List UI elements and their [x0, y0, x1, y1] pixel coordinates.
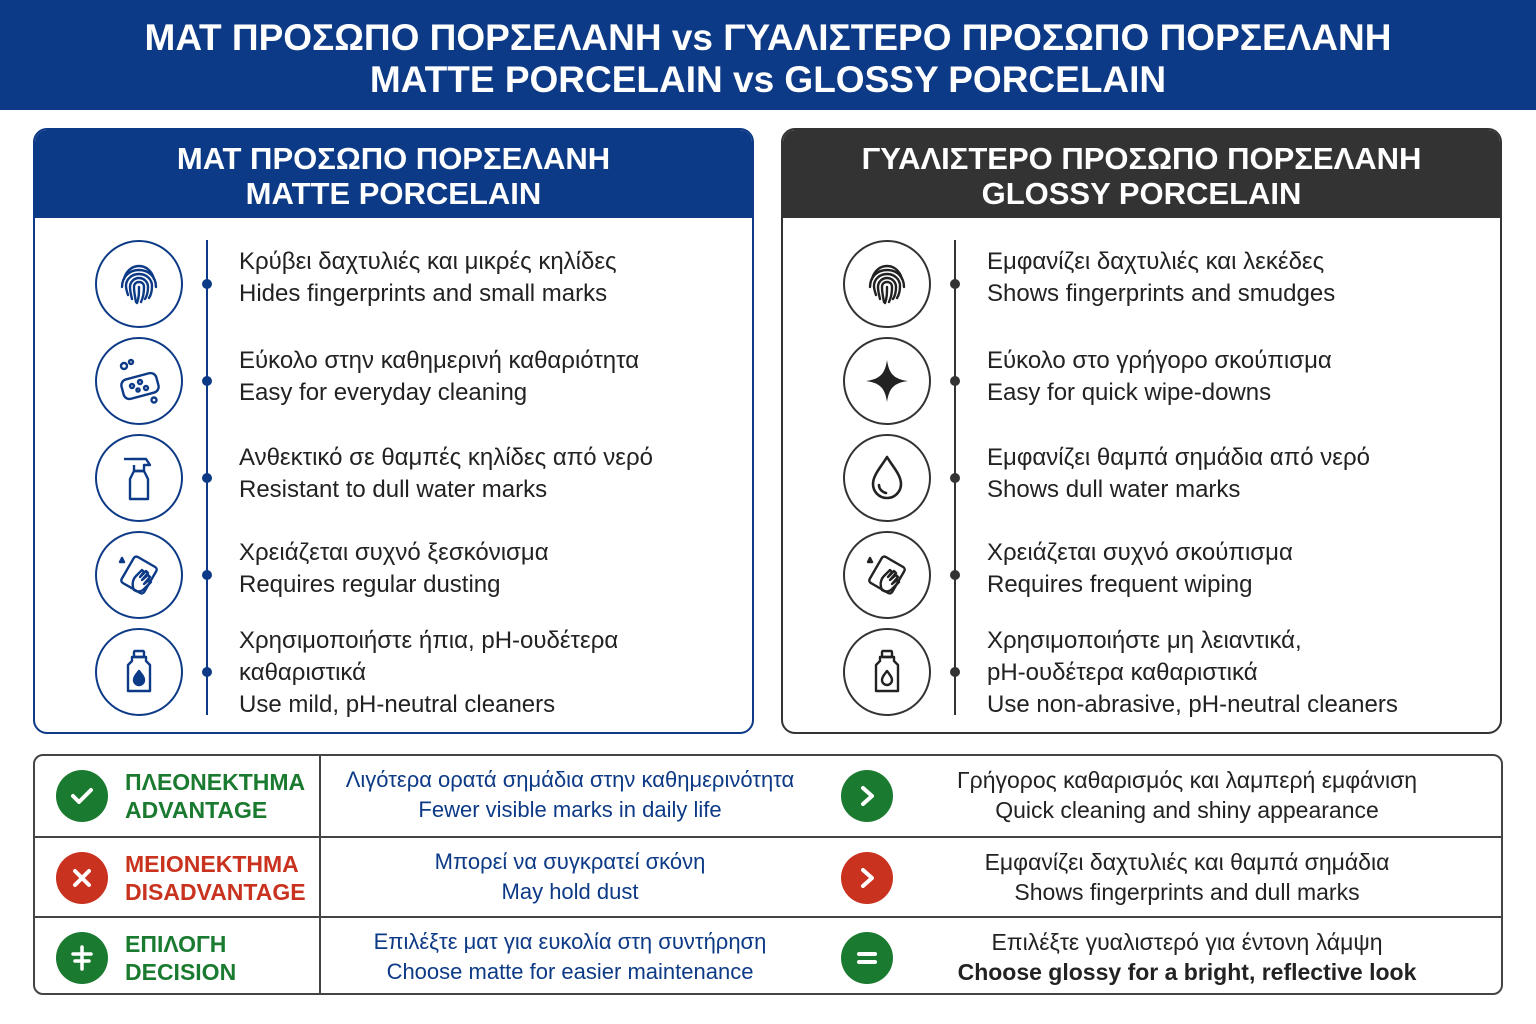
summary-row-disadvantage	[35, 836, 1501, 916]
glossy-summary-greek: Γρήγορος καθαρισμός και λαμπερή εμφάνιση	[956, 767, 1418, 793]
row-label-greek: ΠΛΕΟΝΕΚΤΗΜΑ	[125, 769, 306, 795]
page-title-greek: ΜΑΤ ΠΡΟΣΩΠΟ ΠΟΡΣΕΛΑΝΗ vs ΓΥΑΛΙΣΤΕΡΟ ΠΡΟΣΩΠΟ ΠΟΡΣΕΛΑΝΗ	[144, 17, 1392, 58]
item-text-english: Hides fingerprints and small marks	[239, 280, 608, 307]
glossy-panel	[781, 128, 1502, 734]
matte-summary-english: Choose matte for easier maintenance	[386, 959, 754, 984]
summary-table	[33, 754, 1503, 995]
item-text	[987, 537, 1293, 601]
water-drop-icon	[843, 434, 931, 522]
timeline-dot	[950, 279, 960, 289]
item-text	[239, 537, 549, 601]
summary-row-advantage	[35, 756, 1501, 836]
glossy-summary-english: Shows fingerprints and dull marks	[1014, 879, 1360, 905]
row-label-english: DECISION	[125, 959, 237, 985]
item-text-greek: Χρησιμοποιήστε μη λειαντικά,	[987, 627, 1302, 654]
matte-summary-greek: Μπορεί να συγκρατεί σκόνη	[434, 849, 706, 874]
row-label-english: DISADVANTAGE	[125, 879, 306, 905]
cleaner-bottle-icon	[843, 628, 931, 716]
matte-panel	[33, 128, 754, 734]
hand-wipe-icon	[843, 531, 931, 619]
item-text-english: Easy for quick wipe-downs	[987, 379, 1272, 406]
fingerprint-icon	[843, 240, 931, 328]
chevron-right-icon	[841, 852, 893, 904]
matte-summary-greek: Επιλέξτε ματ για ευκολία στη συντήρηση	[373, 929, 767, 954]
equals-icon	[841, 932, 893, 984]
chevron-right-icon	[841, 770, 893, 822]
item-text	[239, 625, 618, 721]
row-label-greek: ΕΠΙΛΟΓΗ	[125, 931, 227, 957]
matte-summary	[323, 927, 817, 987]
item-text-greek: Κρύβει δαχτυλιές και μικρές κηλίδες	[239, 248, 617, 275]
fingerprint-icon	[95, 240, 183, 328]
item-text-english: Resistant to dull water marks	[239, 476, 548, 503]
glossy-title-greek: ΓΥΑΛΙΣΤΕΡΟ ΠΡΟΣΩΠΟ ΠΟΡΣΕΛΑΝΗ	[861, 141, 1422, 176]
matte-title-english: MATTE PORCELAIN	[245, 176, 542, 211]
row-label	[125, 930, 236, 986]
item-text-english: Requires frequent wiping	[987, 571, 1253, 598]
matte-summary-english: May hold dust	[501, 879, 639, 904]
item-text	[987, 345, 1332, 409]
sparkle-icon	[843, 337, 931, 425]
item-text-english: Easy for everyday cleaning	[239, 379, 528, 406]
glossy-summary-greek: Εμφανίζει δαχτυλιές και θαμπά σημάδια	[984, 849, 1390, 875]
item-text-greek: Εύκολο στην καθημερινή καθαριότητα	[239, 347, 640, 374]
glossy-summary-greek: Επιλέξτε γυαλιστερό για έντονη λάμψη	[991, 929, 1383, 955]
item-text	[987, 246, 1335, 310]
sponge-icon	[95, 337, 183, 425]
item-text-english: Use non-abrasive, pH-neutral cleaners	[987, 691, 1398, 718]
timeline-dot	[950, 376, 960, 386]
hand-wipe-icon	[95, 531, 183, 619]
page-title-english: MATTE PORCELAIN vs GLOSSY PORCELAIN	[369, 59, 1167, 100]
glossy-panel-header	[783, 130, 1500, 218]
matte-title-greek: ΜΑΤ ΠΡΟΣΩΠΟ ΠΟΡΣΕΛΑΝΗ	[176, 141, 611, 176]
glossy-summary-english: Choose glossy for a bright, reflective look	[957, 959, 1417, 985]
item-text-greek-line2: pH-ουδέτερα καθαριστικά	[987, 659, 1258, 686]
page-header	[0, 0, 1536, 110]
item-text-english: Requires regular dusting	[239, 571, 501, 598]
glossy-summary	[907, 847, 1467, 907]
matte-summary	[323, 847, 817, 907]
row-label	[125, 850, 306, 906]
timeline-dot	[202, 570, 212, 580]
item-text-greek-line2: καθαριστικά	[239, 659, 366, 686]
item-text-greek: Χρειάζεται συχνό σκούπισμα	[987, 539, 1293, 566]
item-text	[239, 246, 617, 310]
glossy-summary-english: Quick cleaning and shiny appearance	[995, 797, 1379, 823]
glossy-summary	[907, 765, 1467, 825]
matte-summary-greek: Λιγότερα ορατά σημάδια στην καθημερινότητα	[345, 767, 795, 792]
matte-summary	[323, 765, 817, 825]
matte-panel-header	[35, 130, 752, 218]
item-text-greek: Εμφανίζει θαμπά σημάδια από νερό	[987, 444, 1370, 471]
cleaner-bottle-icon	[95, 628, 183, 716]
check-icon	[56, 770, 108, 822]
balance-icon	[56, 932, 108, 984]
timeline-dot	[950, 667, 960, 677]
glossy-title-english: GLOSSY PORCELAIN	[981, 176, 1302, 211]
x-icon	[56, 852, 108, 904]
row-label-greek: ΜΕΙΟΝΕΚΤΗΜΑ	[125, 851, 299, 877]
timeline-dot	[950, 570, 960, 580]
item-text-english: Use mild, pH-neutral cleaners	[239, 691, 556, 718]
item-text	[239, 345, 639, 409]
glossy-summary	[907, 927, 1467, 987]
item-text	[987, 442, 1370, 506]
matte-summary-english: Fewer visible marks in daily life	[418, 797, 722, 822]
timeline-dot	[202, 473, 212, 483]
row-label	[125, 768, 305, 824]
item-text-greek: Ανθεκτικό σε θαμπές κηλίδες από νερό	[239, 444, 653, 471]
item-text	[239, 442, 653, 506]
row-label-english: ADVANTAGE	[125, 797, 268, 823]
spray-bottle-icon	[95, 434, 183, 522]
item-text-english: Shows dull water marks	[987, 476, 1241, 503]
item-text	[987, 625, 1398, 721]
timeline-dot	[202, 279, 212, 289]
timeline-dot	[202, 667, 212, 677]
item-text-greek: Εύκολο στο γρήγορο σκούπισμα	[987, 347, 1332, 374]
timeline-dot	[950, 473, 960, 483]
summary-row-decision	[35, 916, 1501, 995]
item-text-greek: Εμφανίζει δαχτυλιές και λεκέδες	[987, 248, 1325, 275]
timeline-dot	[202, 376, 212, 386]
item-text-greek: Χρησιμοποιήστε ήπια, pH-ουδέτερα	[239, 627, 619, 654]
item-text-english: Shows fingerprints and smudges	[987, 280, 1336, 307]
item-text-greek: Χρειάζεται συχνό ξεσκόνισμα	[239, 539, 549, 566]
